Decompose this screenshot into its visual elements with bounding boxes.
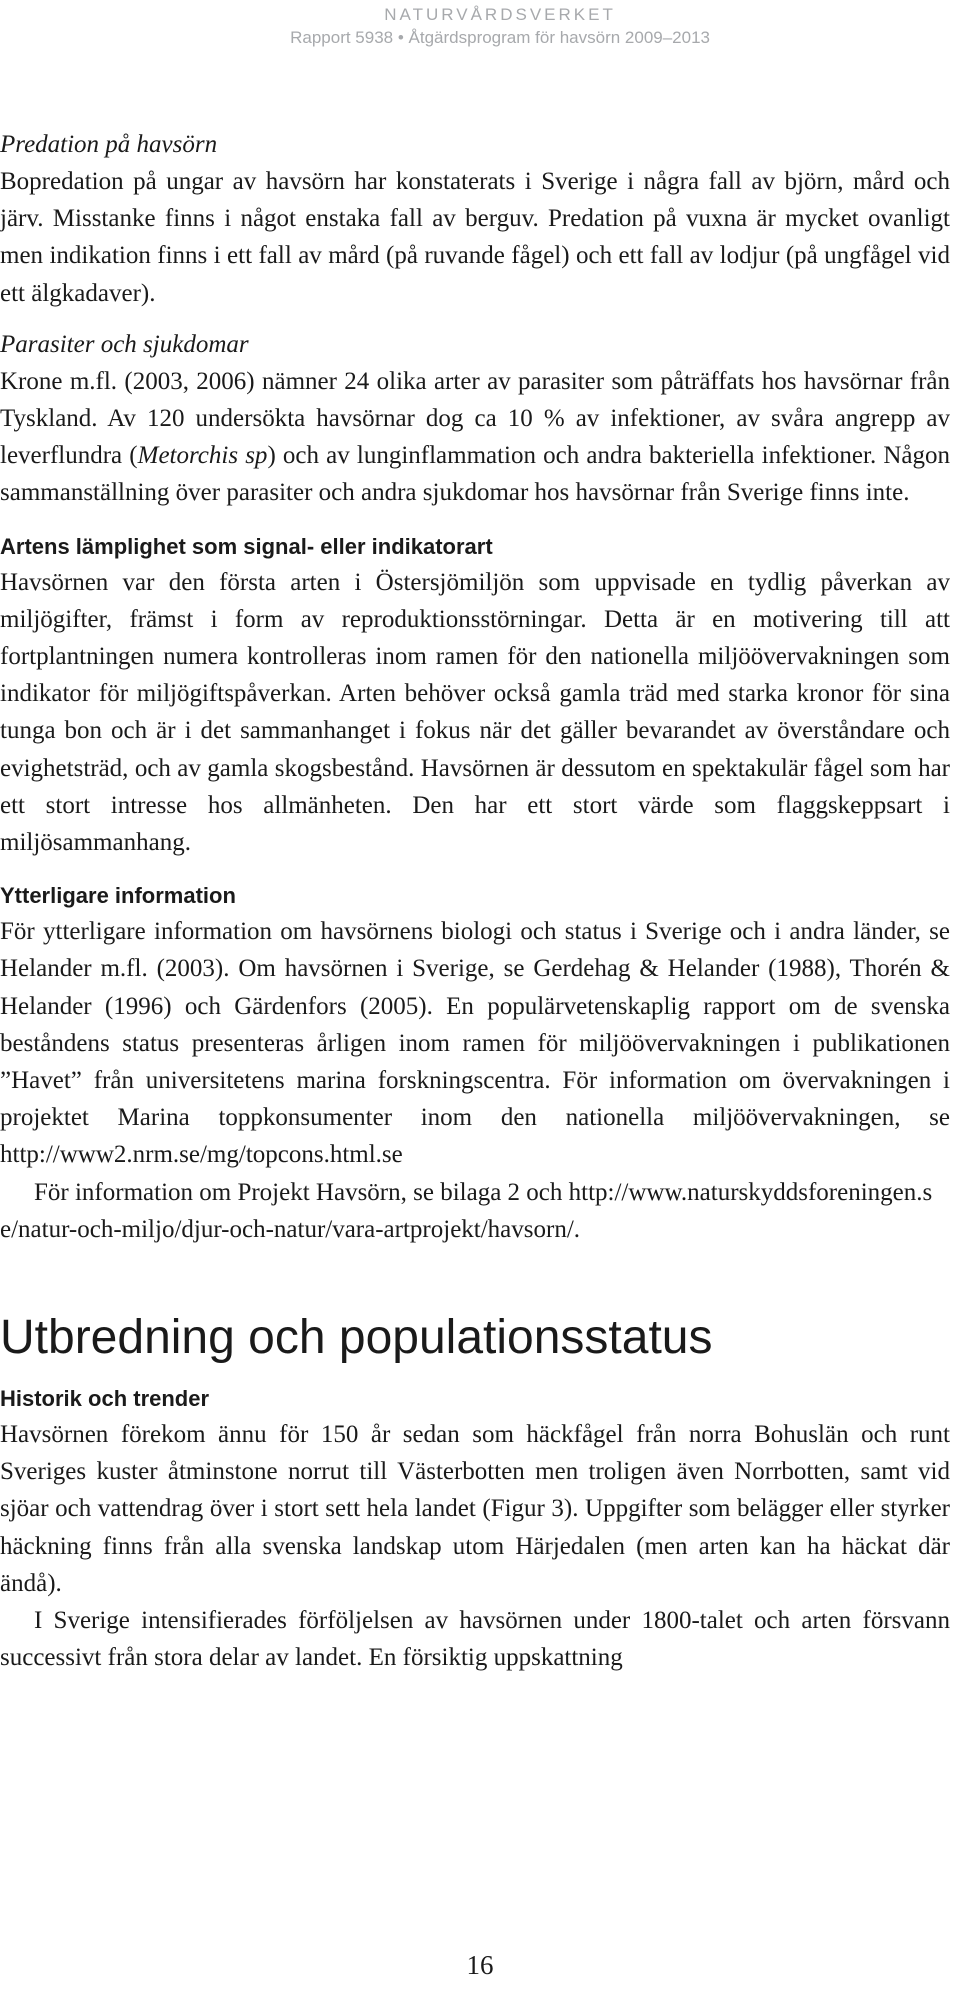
parasites-paragraph [0, 363, 950, 512]
more-info-heading: Ytterligare information [0, 883, 236, 909]
history-paragraph-2: I Sverige intensifierades förföljelsen av havsörnen under 1800-talet och arten försvann successivt från stora delar av landet. En försiktig uppskattning [0, 1607, 950, 1672]
running-header [290, 4, 710, 50]
page-number: 16 [466, 1950, 494, 1980]
chapter-title: Utbredning och populationsstatus [0, 1311, 713, 1365]
indicator-heading: Artens lämplighet som signal- eller indikatorart [0, 533, 493, 559]
history-heading: Historik och trender [0, 1386, 210, 1412]
species-name: Metorchis sp [137, 442, 268, 470]
more-info-paragraph-1: För ytterligare information om havsörnens biologi och status i Sverige och i andra länder, se Helander m.fl. (2003). Om havsörnen i Sverige, se Gerdehag & Helander (1988), Thorén & Helander (1996) och Gärdenfors (2005). En populärvetenskaplig rapport om de svenska beståndens status presenteras årligen inom ramen för miljöövervakningen i publikationen ”Havet” från universitetens marina forskningscentra. För information om övervakningen i projektet Marina toppkonsumenter inom den nationella miljöövervakningen, se http://www2.nrm.se/mg/topcons.html.se [0, 918, 950, 1169]
predation-heading: Predation på havsörn [0, 131, 218, 158]
predation-paragraph: Bopredation på ungar av havsörn har konstaterats i Sverige i några fall av björn, mård och järv. Misstanke finns i något enstaka fall av berguv. Predation på vuxna är mycket ovanligt men indikation finns i ett fall av mård (på ruvande fågel) och ett fall av lodjur (på ungfågel vid ett älgkadaver). [0, 168, 950, 307]
page-content [0, 126, 950, 1677]
parasites-text-end: ) och av lunginflammation och andra bakteriella infektioner. Någon sammanställning över parasiter och andra sjukdomar hos havsörnar från Sverige finns inte. [0, 442, 951, 507]
more-info-paragraph-2: För information om Projekt Havsörn, se bilaga 2 och http://www.naturskyddsforeningen.se/natur-och-miljo/djur-och-natur/vara-artprojekt/havsorn/. [0, 1178, 933, 1243]
header-organization: NATURVÅRDSVERKET [384, 5, 616, 24]
parasites-text-start: Krone m.fl. (2003, 2006) nämner 24 olika arter av parasiter som påträffats hos havsörnar från Tyskland. Av 120 undersökta havsörnar dog ca 10 % av infektioner, av svåra angrepp av leverflundra ( [0, 367, 950, 470]
history-paragraph-1: Havsörnen förekom ännu för 150 år sedan som häckfågel från norra Bohuslän och runt Sveriges kuster åtminstone norrut till Västerbotten men troligen även Norrbotten, samt vid sjöar och vattendrag över i stort sett hela landet (Figur 3). Uppgifter som belägger eller styrker häckning finns från alla svenska landskap utom Härjedalen (men arten kan ha häckat där ändå). [0, 1421, 950, 1597]
indicator-paragraph: Havsörnen var den första arten i Östersjömiljön som uppvisade en tydlig påverkan av miljögifter, främst i form av reproduktionsstörningar. Detta är en motivering till att fortplantningen numera kontrolleras inom ramen för den nationella miljöövervakningen som indikator för miljögiftspåverkan. Arten behöver också gamla träd med starka kronor för sina tunga bon och är i det sammanhanget i fokus när det gäller bevarandet av överståndare och evighetsträd, och av gamla skogsbestånd. Havsörnen är dessutom en spektakulär fågel som har ett stort intresse hos allmänheten. Den har ett stort värde som flaggskeppsart i miljösammanhang. [0, 568, 950, 857]
header-report-title: Rapport 5938 • Åtgärdsprogram för havsörn 2009–2013 [290, 28, 710, 47]
parasites-heading: Parasiter och sjukdomar [0, 330, 249, 358]
